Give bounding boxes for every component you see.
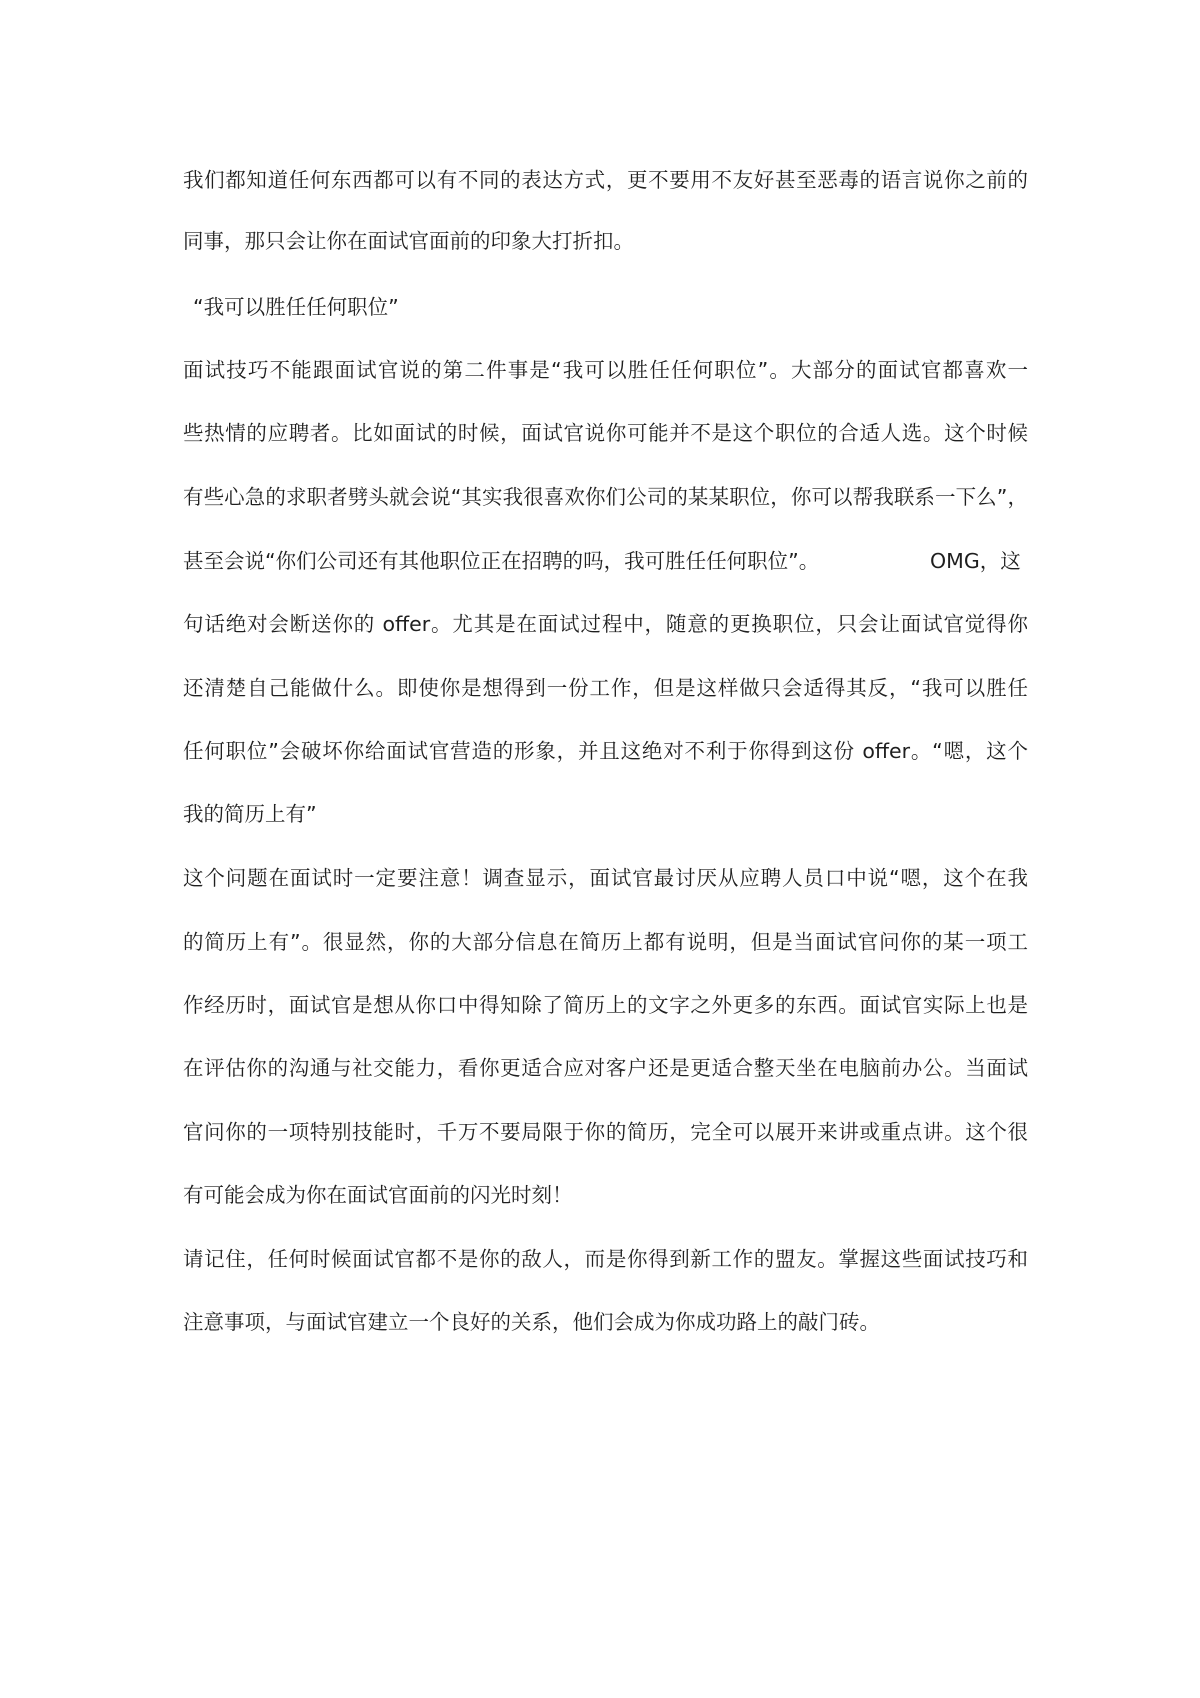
paragraph-line: 官问你的一项特别技能时，千万不要局限于你的简历，完全可以展开来讲或重点讲。这个很 — [183, 1120, 1028, 1144]
paragraph-line: 任何职位”会破坏你给面试官营造的形象，并且这绝对不利于你得到这份 offer。“嗯，这个 — [183, 739, 1028, 763]
paragraph-line: 同事，那只会让你在面试官面前的印象大打折扣。 — [183, 229, 634, 253]
paragraph-line: 些热情的应聘者。比如面试的时候，面试官说你可能并不是这个职位的合适人选。这个时候 — [183, 421, 1028, 445]
paragraph-line-tail: OMG，这 — [930, 549, 1021, 573]
paragraph-line: 这个问题在面试时一定要注意！调查显示，面试官最讨厌从应聘人员口中说“嗯，这个在我 — [183, 866, 1028, 890]
section-heading: “我可以胜任任何职位” — [193, 295, 399, 319]
paragraph-line: 甚至会说“你们公司还有其他职位正在招聘的吗，我可胜任任何职位”。 — [183, 549, 820, 573]
paragraph-line: 句话绝对会断送你的 offer。尤其是在面试过程中，随意的更换职位，只会让面试官觉得你 — [183, 612, 1028, 636]
paragraph-line: 在评估你的沟通与社交能力，看你更适合应对客户还是更适合整天坐在电脑前办公。当面试 — [183, 1056, 1028, 1080]
paragraph-line: 有可能会成为你在面试官面前的闪光时刻！ — [183, 1183, 573, 1207]
section-heading: 我的简历上有” — [183, 802, 317, 826]
paragraph-line: 我们都知道任何东西都可以有不同的表达方式，更不要用不友好甚至恶毒的语言说你之前的 — [183, 168, 1028, 192]
paragraph-line: 的简历上有”。很显然，你的大部分信息在简历上都有说明，但是当面试官问你的某一项工 — [183, 930, 1028, 954]
paragraph-line: 有些心急的求职者劈头就会说“其实我很喜欢你们公司的某某职位，你可以帮我联系一下么”， — [183, 485, 1028, 509]
paragraph-line: 面试技巧不能跟面试官说的第二件事是“我可以胜任任何职位”。大部分的面试官都喜欢一 — [183, 358, 1028, 382]
paragraph-line: 作经历时，面试官是想从你口中得知除了简历上的文字之外更多的东西。面试官实际上也是 — [183, 993, 1028, 1017]
paragraph-line: 还清楚自己能做什么。即使你是想得到一份工作，但是这样做只会适得其反，“我可以胜任 — [183, 676, 1028, 700]
paragraph-line: 注意事项，与面试官建立一个良好的关系，他们会成为你成功路上的敲门砖。 — [183, 1310, 880, 1334]
paragraph-line: 请记住，任何时候面试官都不是你的敌人，而是你得到新工作的盟友。掌握这些面试技巧和 — [183, 1247, 1028, 1271]
